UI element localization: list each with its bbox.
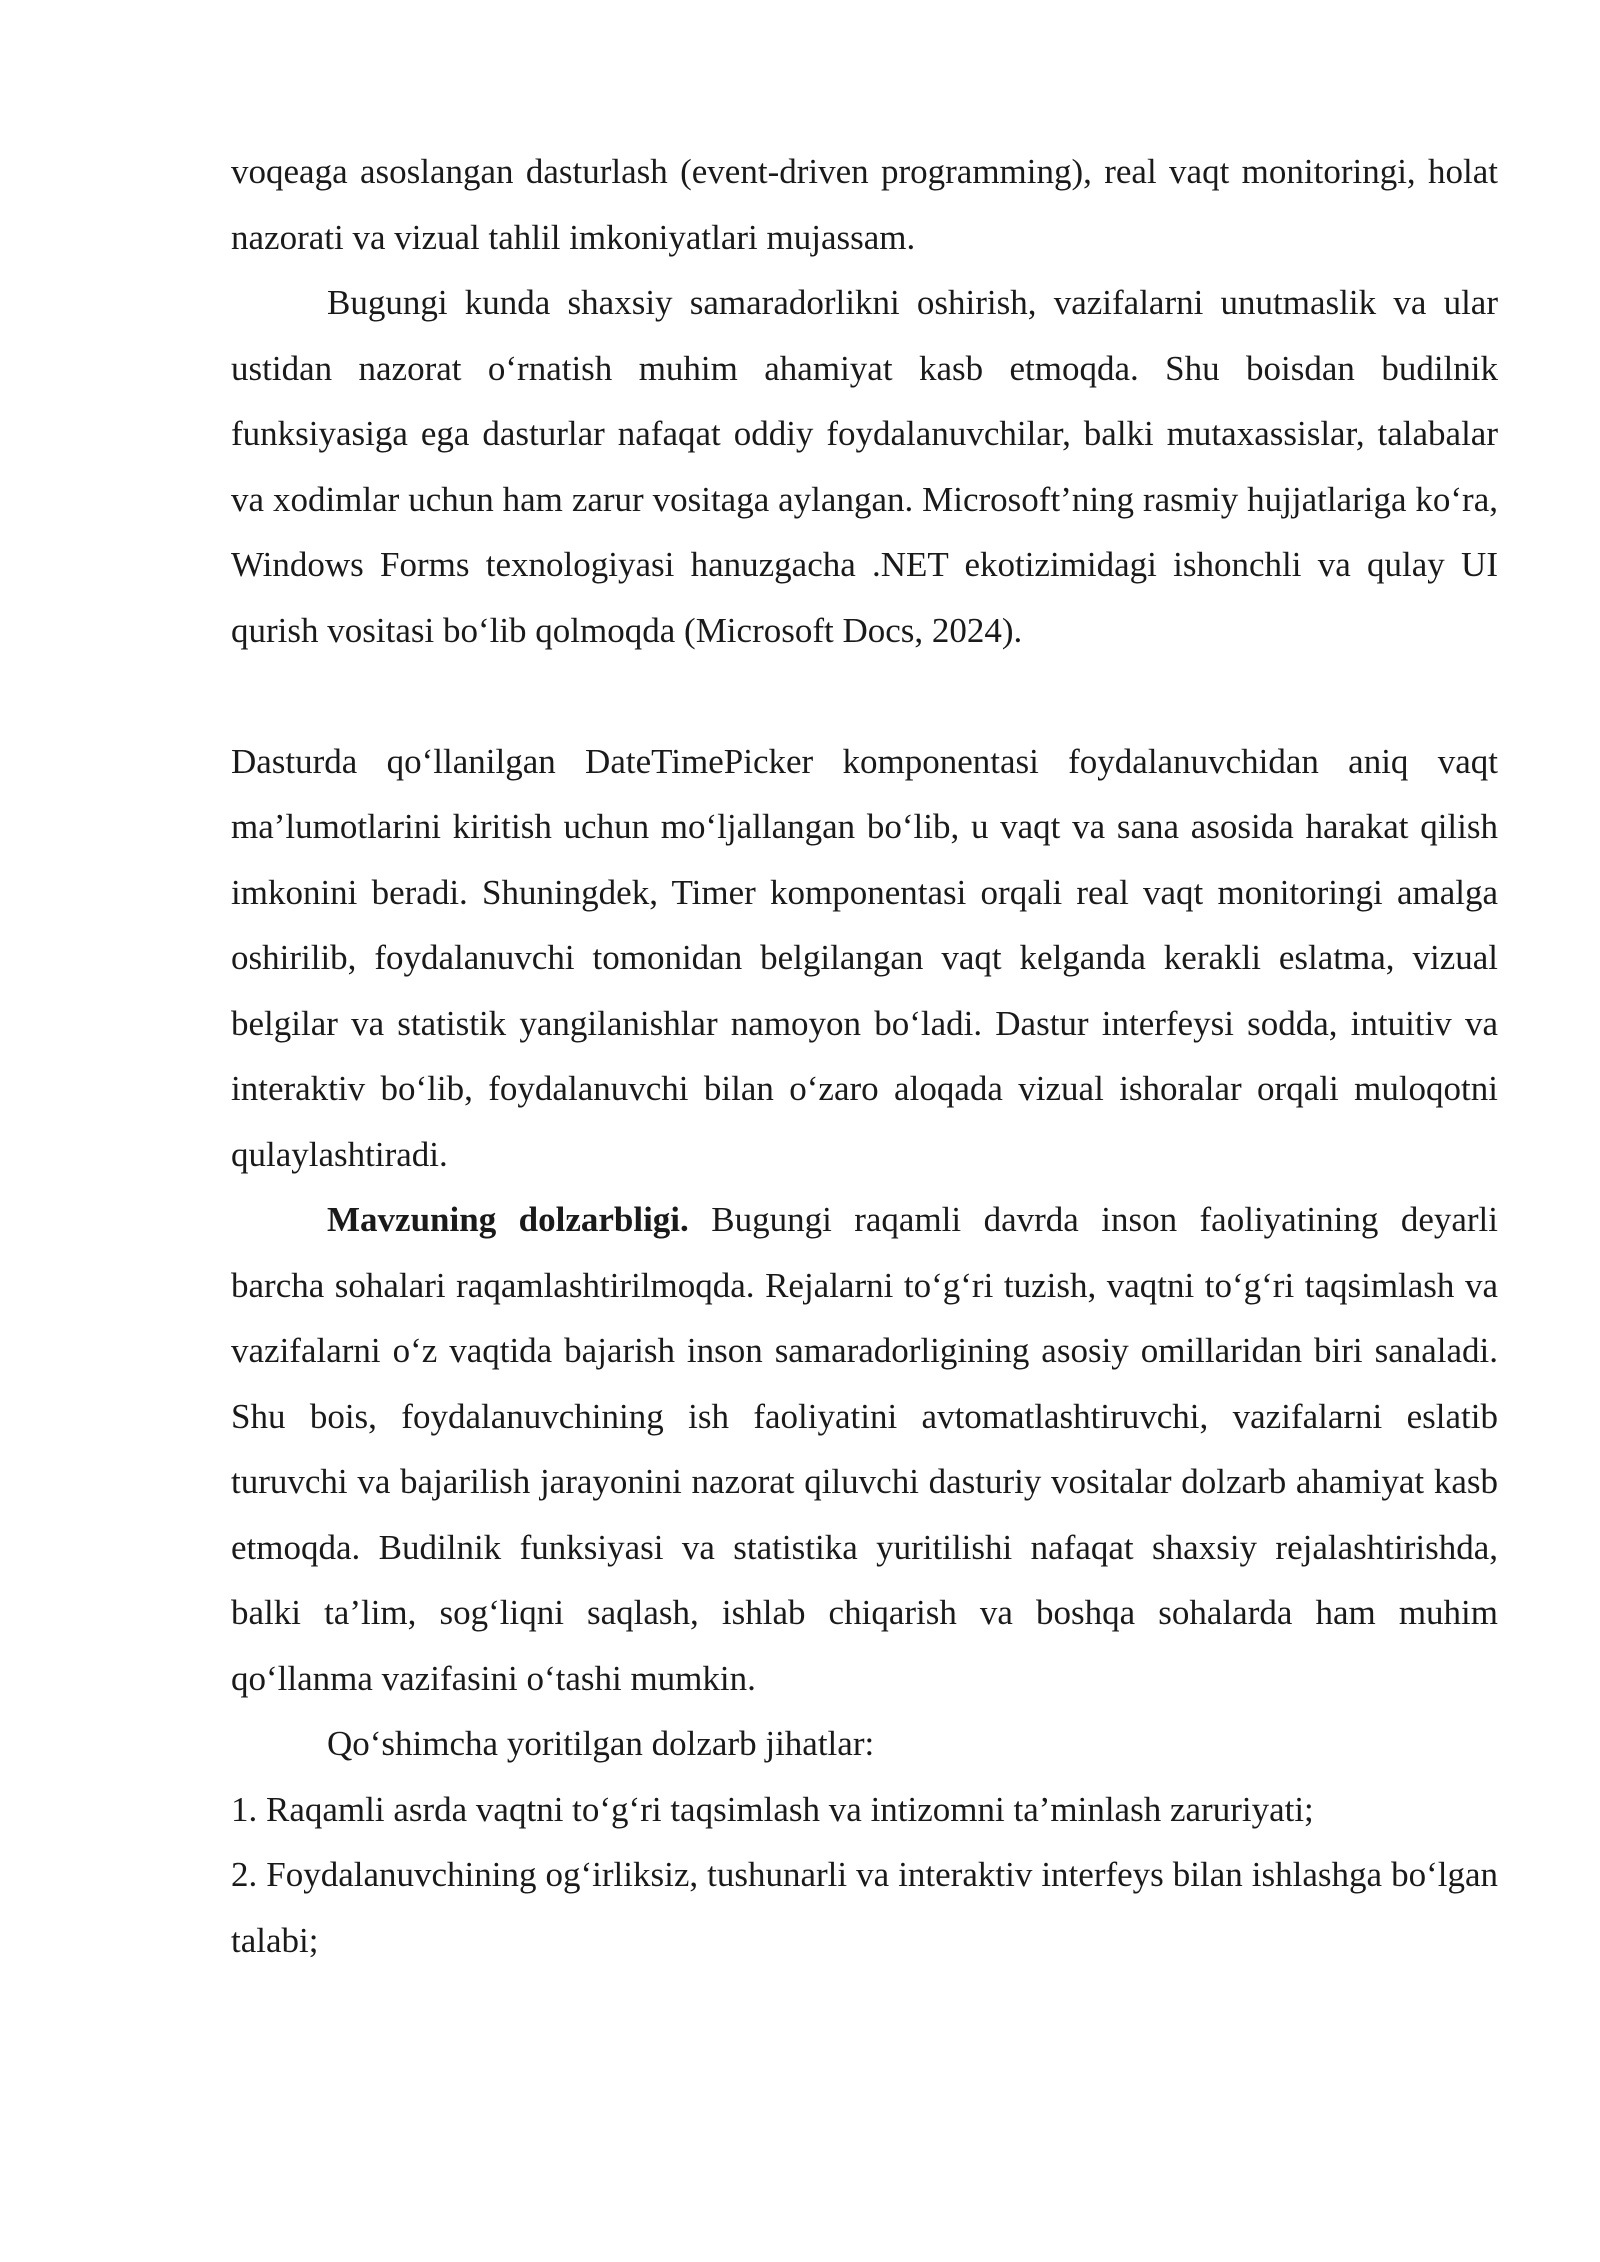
- paragraph-additional-aspects: Qo‘shimcha yoritilgan dolzarb jihatlar:: [327, 1724, 875, 1763]
- document-body: [231, 139, 1498, 1973]
- paragraph-topicality: [231, 1187, 1498, 1711]
- section-heading-topicality: Mavzuning dolzarbligi.: [327, 1200, 689, 1239]
- list-item: 2. Foydalanuvchining og‘irliksiz, tushunarli va interaktiv interfeys bilan ishlashga bo‘lgan talabi;: [231, 1855, 1498, 1960]
- paragraph-relevance-intro: Bugungi kunda shaxsiy samaradorlikni oshirish, vazifalarni unutmaslik va ular ustidan nazorat o‘rnatish muhim ahamiyat kasb etmoqda. Shu boisdan budilnik funksiyasiga ega dasturlar nafaqat oddiy foydalanuvchilar, balki mutaxassislar, talabalar va xodimlar uchun ham zarur vositaga aylangan. Microsoft’ning rasmiy hujjatlariga ko‘ra, Windows Forms texnologiyasi hanuzgacha .NET ekotizimidagi ishonchli va qulay UI qurish vositasi bo‘lib qolmoqda (Microsoft Docs, 2024).: [231, 283, 1498, 650]
- list-item: 1. Raqamli asrda vaqtni to‘g‘ri taqsimlash va intizomni ta’minlash zaruriyati;: [231, 1789, 1314, 1829]
- paragraph-topicality-body: Bugungi raqamli davrda inson faoliyatining deyarli barcha sohalari raqamlashtirilmoqda. Rejalarni to‘g‘ri tuzish, vaqtni to‘g‘ri taqsimlash va vazifalarni o‘z vaqtida bajarish inson samaradorligining asosiy omillaridan biri sanaladi. Shu bois, foydalanuvchining ish faoliyatini avtomatlashtiruvchi, vazifalarni eslatib turuvchi va bajarilish jarayonini nazorat qiluvchi dasturiy vositalar dolzarb ahamiyat kasb etmoqda. Budilnik funksiyasi va statistika yuritilishi nafaqat shaxsiy rejalashtirishda, balki ta’lim, sog‘liqni saqlash, ishlab chiqarish va boshqa sohalarda ham muhim qo‘llanma vazifasini o‘tashi mumkin.: [231, 1200, 1498, 1698]
- paragraph-components: Dasturda qo‘llanilgan DateTimePicker komponentasi foydalanuvchidan aniq vaqt ma’lumotlarini kiritish uchun mo‘ljallangan bo‘lib, u vaqt va sana asosida harakat qilish imkonini beradi. Shuningdek, Timer komponentasi orqali real vaqt monitoringi amalga oshirilib, foydalanuvchi tomonidan belgilangan vaqt kelganda kerakli eslatma, vizual belgilar va statistik yangilanishlar namoyon bo‘ladi. Dastur interfeysi sodda, intuitiv va interaktiv bo‘lib, foydalanuvchi bilan o‘zaro aloqada vizual ishoralar orqali muloqotni qulaylashtiradi.: [231, 741, 1498, 1174]
- blank-line: [231, 663, 1498, 729]
- paragraph-continuation: voqeaga asoslangan dasturlash (event-driven programming), real vaqt monitoringi, holat nazorati va vizual tahlil imkoniyatlari mujassam.: [231, 152, 1498, 257]
